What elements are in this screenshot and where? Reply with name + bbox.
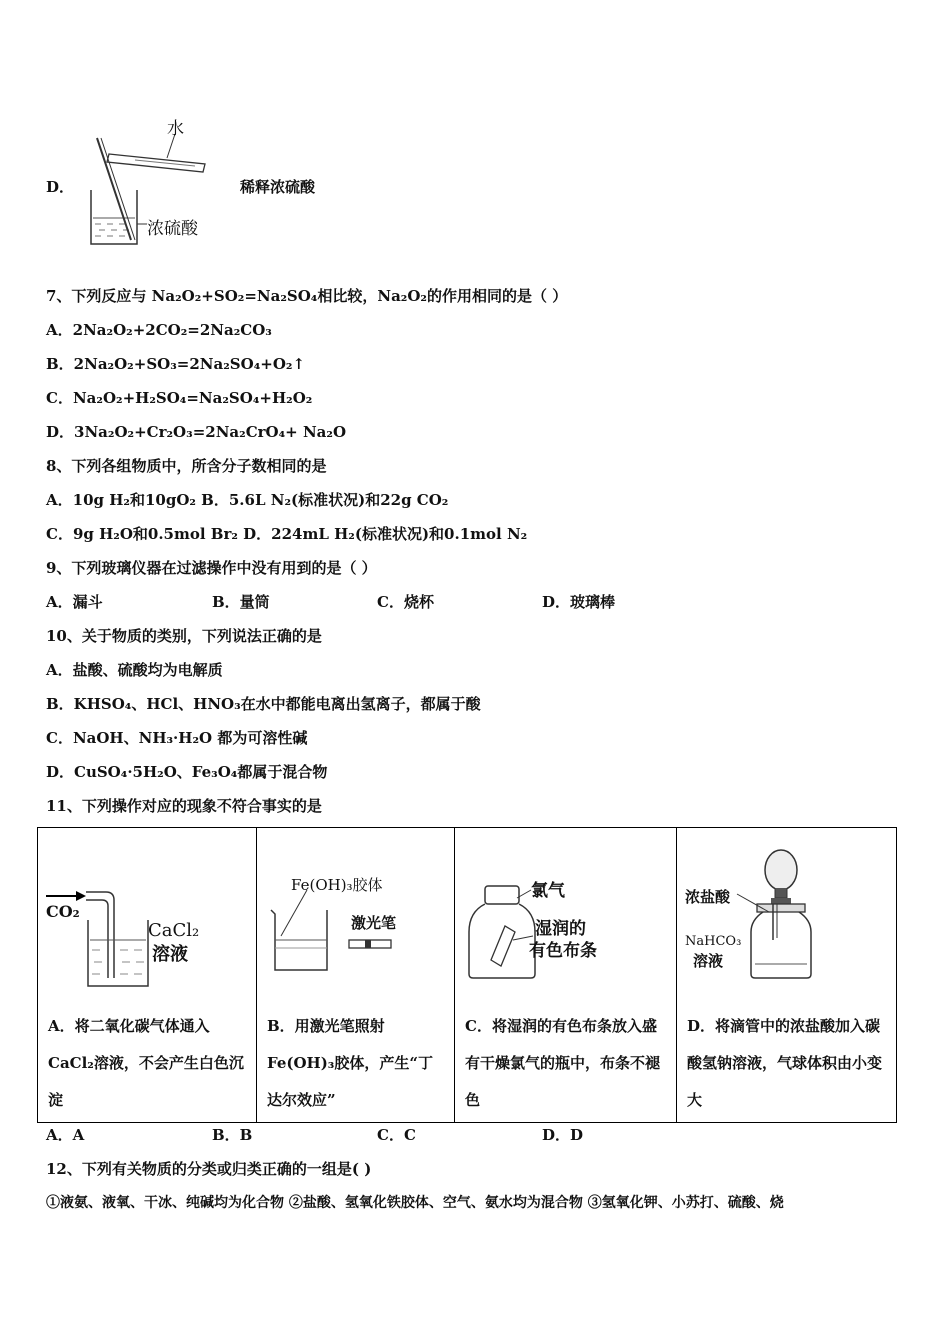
fig-c-chlorine-label: 氯气	[531, 881, 565, 901]
q9-stem: 9、下列玻璃仪器在过滤操作中没有用到的是（ ）	[46, 559, 377, 577]
q10-option-a: A．盐酸、硫酸均为电解质	[46, 661, 223, 679]
q11-option-a: A．A	[46, 1126, 85, 1144]
q11-cell-c-text: C．将湿润的有色布条放入盛有干燥氯气的瓶中，布条不褪色	[465, 1017, 661, 1109]
fig-c-strip-label: 有色布条	[529, 941, 597, 961]
q11-stem: 11、下列操作对应的现象不符合事实的是	[46, 797, 322, 815]
q11-option-c: C．C	[377, 1126, 416, 1144]
balloon-bottle-drawing	[677, 828, 895, 1000]
q11-cell-d-text: D．将滴管中的浓盐酸加入碳酸氢钠溶液，气球体积由小变大	[687, 1017, 883, 1109]
q10-stem: 10、关于物质的类别，下列说法正确的是	[46, 627, 322, 645]
q8-options-ab: A．10g H₂和10gO₂ B．5.6L N₂(标准状况)和22g CO₂	[46, 491, 449, 509]
q12-items: ①液氨、液氧、干冰、纯碱均为化合物 ②盐酸、氢氧化铁胶体、空气、氨水均为混合物 ③氢氧化钾、小苏打、硫酸、烧	[46, 1195, 784, 1211]
q9-option-a: A．漏斗	[46, 593, 103, 611]
fig-d-acid-label: 浓盐酸	[685, 888, 731, 906]
q9-option-c: C．烧杯	[377, 593, 434, 611]
q11-cell-b-text: B．用激光笔照射Fe(OH)₃胶体，产生“丁达尔效应”	[267, 1017, 434, 1109]
q11-table	[37, 827, 897, 1123]
q10-option-c: C．NaOH、NH₃·H₂O 都为可溶性碱	[46, 729, 308, 747]
q12-stem: 12、下列有关物质的分类或归类正确的一组是( )	[46, 1160, 372, 1178]
q9-option-b: B．量筒	[212, 593, 270, 611]
fig-b-colloid-label: Fe(OH)₃胶体	[291, 876, 383, 894]
q7-option-d: D．3Na₂O₂+Cr₂O₃=2Na₂CrO₄+ Na₂O	[46, 423, 347, 441]
fig-a-solution-label: 溶液	[152, 944, 188, 965]
fig-a-cacl2-label: CaCl₂	[148, 920, 200, 941]
fig-c-wet-label: 湿润的	[535, 919, 586, 939]
q11-fig-d-cell	[677, 828, 897, 1123]
q11-fig-a-cell	[38, 828, 257, 1123]
q11-option-b: B．B	[212, 1126, 253, 1144]
q8-stem: 8、下列各组物质中，所含分子数相同的是	[46, 457, 327, 475]
fig-b-laser-label: 激光笔	[351, 914, 397, 932]
q9-option-d: D．玻璃棒	[542, 593, 616, 611]
q7-option-a: A．2Na₂O₂+2CO₂=2Na₂CO₃	[46, 321, 272, 339]
q11-fig-b-cell	[257, 828, 455, 1123]
fig-d-solution-label: 溶液	[693, 952, 724, 970]
q7-option-b: B．2Na₂O₂+SO₃=2Na₂SO₄+O₂↑	[46, 355, 306, 373]
fig-water-label: 水	[167, 119, 184, 139]
fig-acid-label: 浓硫酸	[147, 219, 198, 239]
q7-option-c: C．Na₂O₂+H₂SO₄=Na₂SO₄+H₂O₂	[46, 389, 313, 407]
dilute-acid-figure	[75, 108, 225, 253]
fig-d-nahco3-label: NaHCO₃	[685, 934, 742, 949]
q6-option-d-text: 稀释浓硫酸	[240, 178, 316, 196]
q6-option-d-label: D．	[46, 178, 75, 196]
fig-a-co2-label: CO₂	[46, 902, 80, 921]
q11-fig-c-cell	[455, 828, 677, 1123]
q10-option-d: D．CuSO₄·5H₂O、Fe₃O₄都属于混合物	[46, 763, 328, 781]
q8-options-cd: C．9g H₂O和0.5mol Br₂ D．224mL H₂(标准状况)和0.1mol N₂	[46, 525, 528, 543]
q7-stem: 7、下列反应与 Na₂O₂+SO₂=Na₂SO₄相比较，Na₂O₂的作用相同的是（ ）	[46, 287, 568, 305]
q11-option-d: D．D	[542, 1126, 584, 1144]
q10-option-b: B．KHSO₄、HCl、HNO₃在水中都能电离出氢离子，都属于酸	[46, 695, 481, 713]
q11-cell-a-text: A．将二氧化碳气体通入CaCl₂溶液，不会产生白色沉淀	[48, 1017, 244, 1109]
